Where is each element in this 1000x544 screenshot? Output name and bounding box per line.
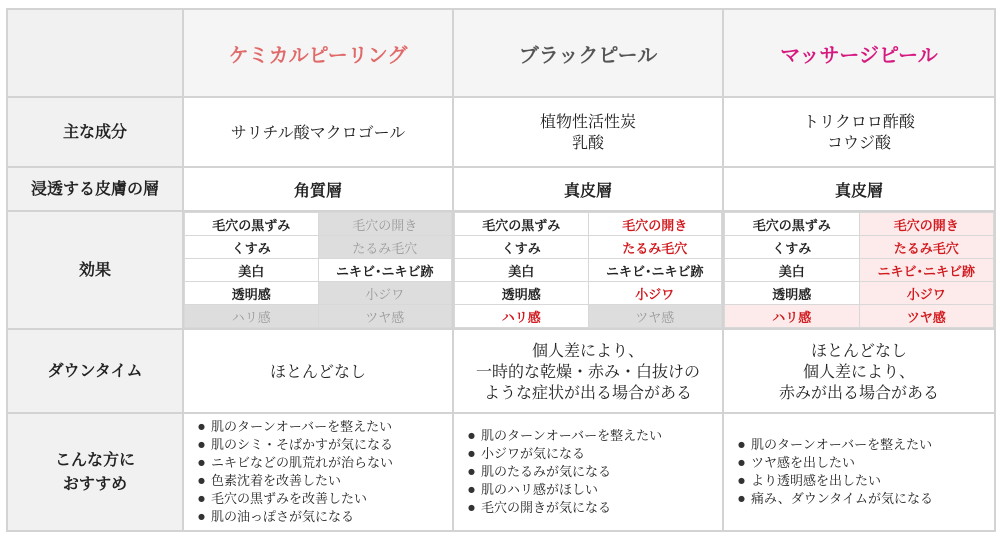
effects-grid-row bbox=[185, 259, 452, 282]
effects-grid-row bbox=[725, 282, 994, 305]
list-item: ● 肌のたるみが気になる bbox=[468, 463, 722, 481]
effects-grid-row bbox=[185, 282, 452, 305]
effect-item: ニキビ･ニキビ跡 bbox=[859, 259, 994, 282]
list-item: ● 肌のターンオーバーを整えたい bbox=[198, 418, 452, 436]
text-line: ほとんどなし bbox=[810, 340, 907, 360]
effect-item: くすみ bbox=[725, 236, 860, 259]
header-row bbox=[7, 9, 995, 97]
list-item: ● 毛穴の開きが気になる bbox=[468, 499, 722, 517]
effect-item: ツヤ感 bbox=[318, 305, 452, 328]
comparison-table bbox=[6, 8, 996, 532]
effect-item: 毛穴の黒ずみ bbox=[185, 213, 319, 236]
effect-item: 毛穴の黒ずみ bbox=[725, 213, 860, 236]
text-line: ような症状が出る場合がある bbox=[483, 382, 692, 402]
effects-grid-row bbox=[455, 305, 722, 328]
effect-item: たるみ毛穴 bbox=[318, 236, 452, 259]
skin-layer-cell: 真皮層 bbox=[453, 167, 723, 211]
effects-grid bbox=[184, 212, 452, 328]
effects-grid-row bbox=[455, 236, 722, 259]
text-line: ほとんどなし bbox=[269, 361, 366, 381]
effects-grid-row bbox=[185, 236, 452, 259]
list-item: ● 肌のターンオーバーを整えたい bbox=[738, 436, 994, 454]
recommendation-list bbox=[184, 418, 452, 526]
effect-item: 小ジワ bbox=[859, 282, 994, 305]
effects-grid-row bbox=[725, 259, 994, 282]
effect-item: 毛穴の開き bbox=[859, 213, 994, 236]
text-line: こんな方に bbox=[54, 450, 135, 469]
row-label-skin-layer: 浸透する皮膚の層 bbox=[7, 167, 183, 211]
effects-grid-row bbox=[725, 213, 994, 236]
list-item: ● 痛み、ダウンタイムが気になる bbox=[738, 490, 994, 508]
row-label-effects: 効果 bbox=[7, 211, 183, 329]
effect-item: たるみ毛穴 bbox=[588, 236, 722, 259]
effect-item: ツヤ感 bbox=[588, 305, 722, 328]
list-item: ● 肌のターンオーバーを整えたい bbox=[468, 427, 722, 445]
column-header-black-peel: ブラックピール bbox=[453, 9, 723, 97]
row-downtime bbox=[7, 329, 995, 413]
list-item: ● より透明感を出したい bbox=[738, 472, 994, 490]
recommended-cell bbox=[723, 413, 995, 531]
effect-item: たるみ毛穴 bbox=[859, 236, 994, 259]
row-label-recommended bbox=[7, 413, 183, 531]
effects-grid-row bbox=[455, 213, 722, 236]
effects-grid-row bbox=[725, 305, 994, 328]
text-line: サリチル酸マクロゴール bbox=[230, 122, 406, 142]
effect-item: くすみ bbox=[455, 236, 589, 259]
downtime-cell bbox=[183, 329, 453, 413]
effect-item: ツヤ感 bbox=[859, 305, 994, 328]
effect-item: 毛穴の開き bbox=[318, 213, 452, 236]
list-item: ● 肌のハリ感がほしい bbox=[468, 481, 722, 499]
recommendation-list bbox=[724, 436, 994, 508]
effects-cell bbox=[453, 211, 723, 329]
text-line: 個人差により、 bbox=[531, 340, 644, 360]
list-item: ● ツヤ感を出したい bbox=[738, 454, 994, 472]
list-item: ● 色素沈着を改善したい bbox=[198, 472, 452, 490]
text-line: トリクロロ酢酸 bbox=[803, 112, 915, 131]
effect-item: 美白 bbox=[725, 259, 860, 282]
downtime-cell bbox=[453, 329, 723, 413]
effects-grid bbox=[454, 212, 722, 328]
skin-layer-cell: 角質層 bbox=[183, 167, 453, 211]
effects-grid-row bbox=[455, 282, 722, 305]
recommended-cell bbox=[453, 413, 723, 531]
row-effects bbox=[7, 211, 995, 329]
effect-item: 美白 bbox=[185, 259, 319, 282]
effects-grid-row bbox=[185, 305, 452, 328]
text-line: 乳酸 bbox=[571, 133, 604, 152]
effects-grid-row bbox=[455, 259, 722, 282]
effect-item: 毛穴の黒ずみ bbox=[455, 213, 589, 236]
ingredients-cell bbox=[183, 97, 453, 167]
effect-item: 透明感 bbox=[455, 282, 589, 305]
effect-item: 透明感 bbox=[185, 282, 319, 305]
effect-item: ハリ感 bbox=[455, 305, 589, 328]
text-line: 植物性活性炭 bbox=[539, 112, 636, 131]
effect-item: 毛穴の開き bbox=[588, 213, 722, 236]
row-label-downtime: ダウンタイム bbox=[7, 329, 183, 413]
effect-item: ハリ感 bbox=[725, 305, 860, 328]
effect-item: くすみ bbox=[185, 236, 319, 259]
ingredients-cell bbox=[723, 97, 995, 167]
row-ingredients bbox=[7, 97, 995, 167]
text-line: 赤みが出る場合がある bbox=[778, 382, 939, 402]
skin-layer-cell: 真皮層 bbox=[723, 167, 995, 211]
recommendation-list bbox=[454, 427, 722, 517]
effects-cell bbox=[183, 211, 453, 329]
recommended-cell bbox=[183, 413, 453, 531]
column-header-massage-peel: マッサージピール bbox=[723, 9, 995, 97]
effects-cell bbox=[723, 211, 995, 329]
text-line: おすすめ bbox=[62, 474, 128, 493]
list-item: ● 毛穴の黒ずみを改善したい bbox=[198, 490, 452, 508]
effect-item: 小ジワ bbox=[318, 282, 452, 305]
effect-item: ニキビ･ニキビ跡 bbox=[588, 259, 722, 282]
list-item: ● 肌のシミ・そばかすが気になる bbox=[198, 436, 452, 454]
effects-grid-row bbox=[185, 213, 452, 236]
downtime-cell bbox=[723, 329, 995, 413]
effect-item: ハリ感 bbox=[185, 305, 319, 328]
effects-grid-row bbox=[725, 236, 994, 259]
effect-item: 小ジワ bbox=[588, 282, 722, 305]
effect-item: 透明感 bbox=[725, 282, 860, 305]
row-skin-layer bbox=[7, 167, 995, 211]
list-item: ● 肌の油っぽさが気になる bbox=[198, 508, 452, 526]
text-line: コウジ酸 bbox=[826, 133, 891, 152]
list-item: ● ニキビなどの肌荒れが治らない bbox=[198, 454, 452, 472]
row-recommended bbox=[7, 413, 995, 531]
ingredients-cell bbox=[453, 97, 723, 167]
corner-cell bbox=[7, 9, 183, 97]
text-line: 個人差により、 bbox=[802, 361, 915, 381]
column-header-chemical-peeling: ケミカルピーリング bbox=[183, 9, 453, 97]
text-line: 一時的な乾燥・赤み・白抜けの bbox=[475, 361, 700, 381]
effect-item: 美白 bbox=[455, 259, 589, 282]
effect-item: ニキビ･ニキビ跡 bbox=[318, 259, 452, 282]
row-label-ingredients: 主な成分 bbox=[7, 97, 183, 167]
effects-grid bbox=[724, 212, 994, 328]
list-item: ● 小ジワが気になる bbox=[468, 445, 722, 463]
